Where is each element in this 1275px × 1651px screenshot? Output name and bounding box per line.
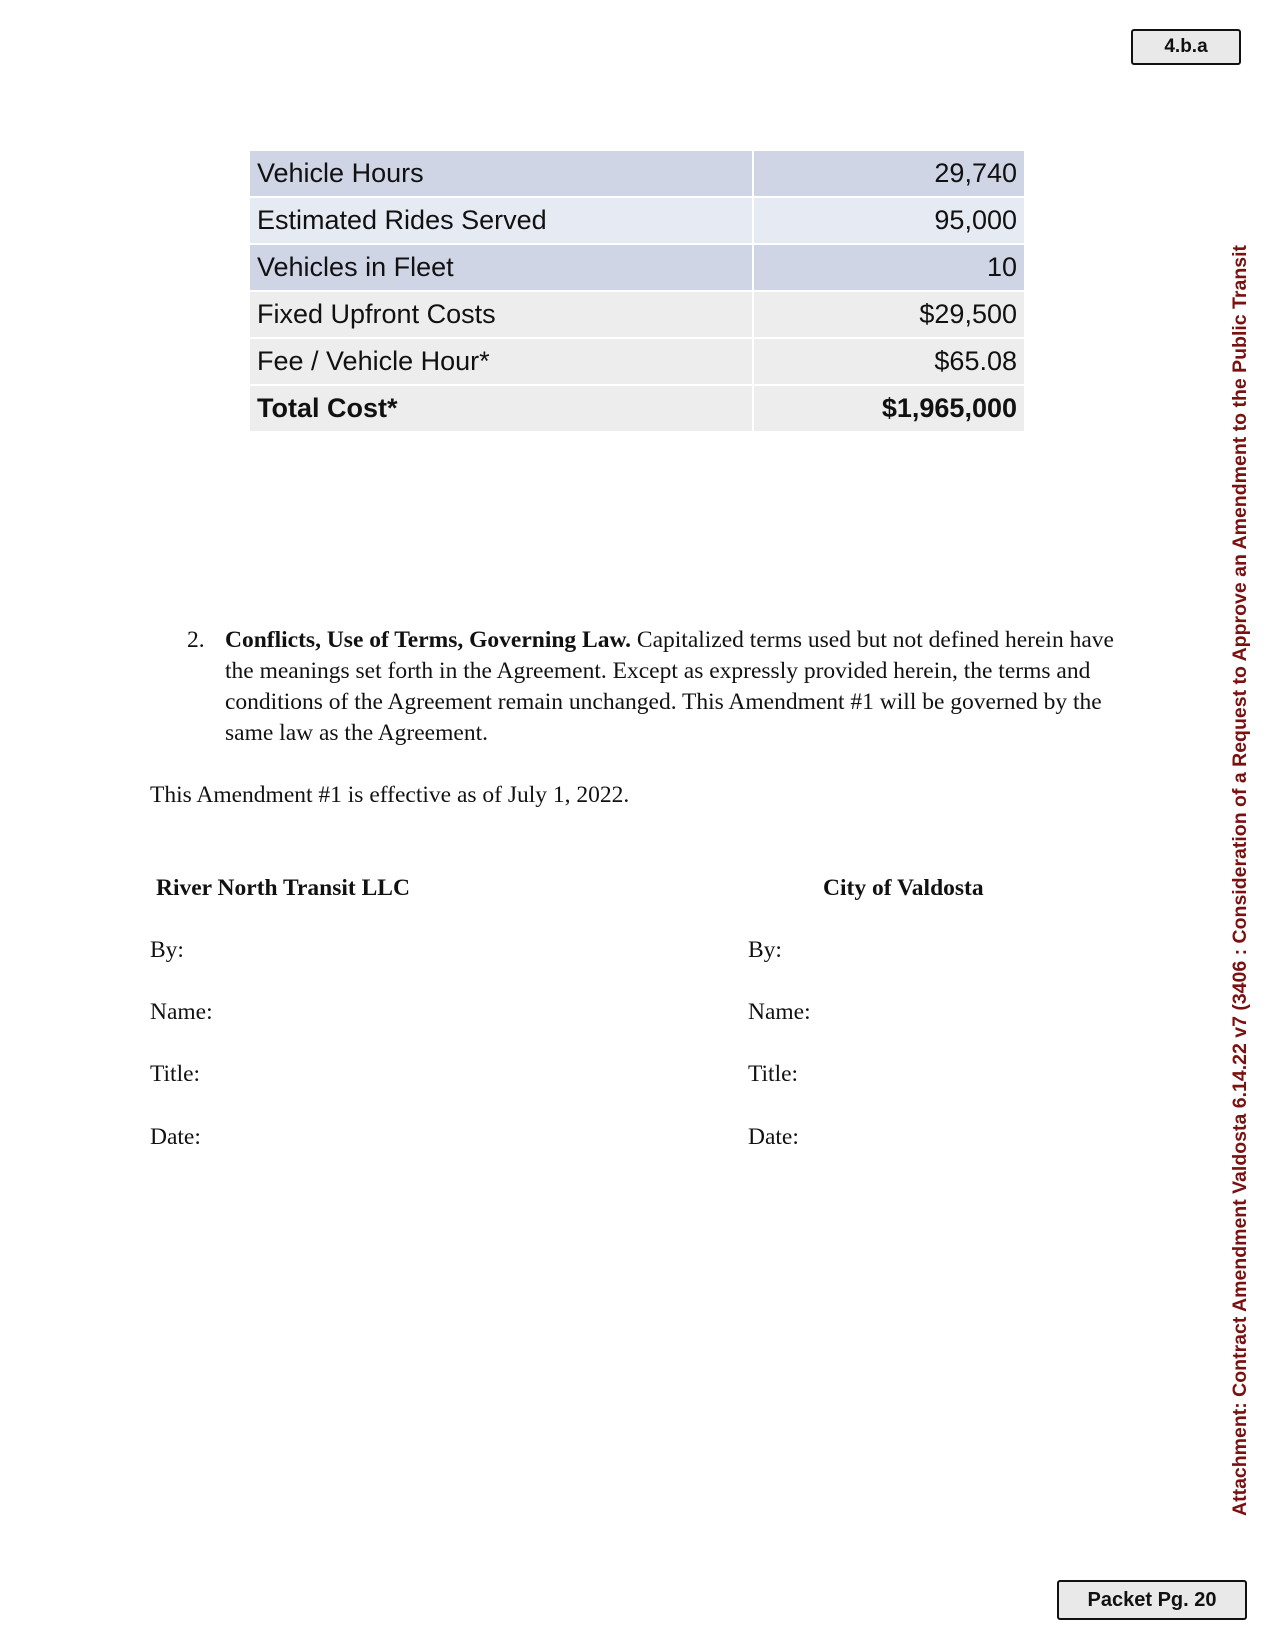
party-name-left: River North Transit LLC bbox=[156, 875, 410, 901]
signature-name-right: Name: bbox=[748, 999, 811, 1025]
signature-date-right: Date: bbox=[748, 1124, 799, 1150]
signature-name-left: Name: bbox=[150, 999, 213, 1025]
table-row bbox=[250, 151, 1024, 198]
effective-date-statement: This Amendment #1 is effective as of July 1, 2022. bbox=[150, 782, 630, 808]
signature-title-right: Title: bbox=[748, 1061, 799, 1087]
section-text: Capitalized terms used but not defined herein have the meanings set forth in the Agreement. Except as expressly provided herein, the terms and conditions of the Agreement remain unchanged. This Amendment #1 will be governed by the same law as the Agreement. bbox=[225, 627, 1114, 746]
row-label: Total Cost* bbox=[250, 386, 752, 433]
attachment-side-label: Attachment: Contract Amendment Valdosta 6.14.22 v7 (3406 : Consideration of a Request to Approve an Amendment to the Public Transit bbox=[1229, 245, 1251, 1516]
table-row-total bbox=[250, 386, 1024, 433]
signature-by-right: By: bbox=[748, 937, 782, 963]
table-row bbox=[250, 292, 1024, 339]
table-row bbox=[250, 339, 1024, 386]
row-label: Vehicle Hours bbox=[250, 151, 752, 198]
cost-table bbox=[250, 151, 1024, 433]
signature-by-left: By: bbox=[150, 937, 184, 963]
row-value: 29,740 bbox=[752, 151, 1024, 198]
row-value: $29,500 bbox=[752, 292, 1024, 339]
row-label: Estimated Rides Served bbox=[250, 198, 752, 245]
row-value: $65.08 bbox=[752, 339, 1024, 386]
signature-title-left: Title: bbox=[150, 1061, 201, 1087]
party-name-right: City of Valdosta bbox=[823, 875, 984, 901]
signature-date-left: Date: bbox=[150, 1124, 201, 1150]
section-number: 2. bbox=[187, 627, 205, 653]
table-row bbox=[250, 245, 1024, 292]
packet-page-number: Packet Pg. 20 bbox=[1057, 1580, 1247, 1620]
row-label: Fixed Upfront Costs bbox=[250, 292, 752, 339]
section-tag: 4.b.a bbox=[1131, 29, 1241, 65]
section-heading: Conflicts, Use of Terms, Governing Law. bbox=[225, 627, 632, 653]
row-label: Vehicles in Fleet bbox=[250, 245, 752, 292]
section-body bbox=[225, 625, 1127, 749]
row-value: $1,965,000 bbox=[752, 386, 1024, 433]
row-value: 95,000 bbox=[752, 198, 1024, 245]
row-value: 10 bbox=[752, 245, 1024, 292]
table-row bbox=[250, 198, 1024, 245]
section-conflicts bbox=[187, 625, 1127, 749]
row-label: Fee / Vehicle Hour* bbox=[250, 339, 752, 386]
